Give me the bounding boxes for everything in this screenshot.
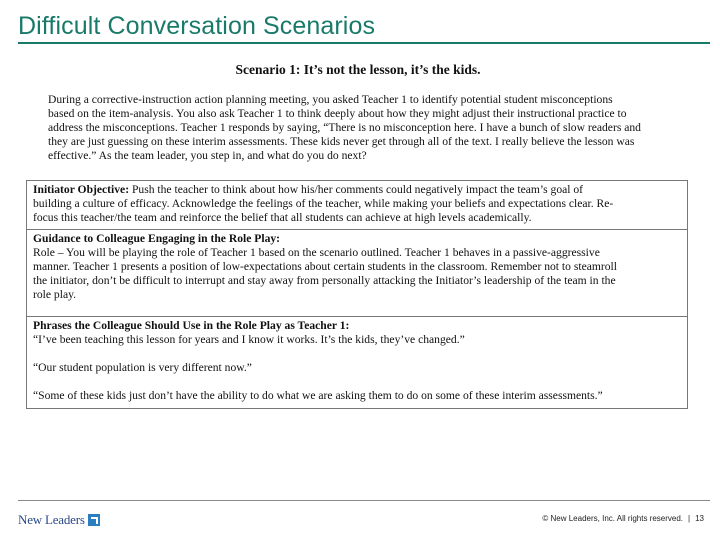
phrase-quote: “Our student population is very different now.” [33,361,252,375]
initiator-objective-label: Initiator Objective: [33,183,130,196]
phrases-section [27,317,687,408]
guidance-label: Guidance to Colleague Engaging in the Role Play: [33,232,281,245]
scenario-line: effective.” As the team leader, you step in, and what do you do next? [48,149,367,163]
scenario-description [48,93,688,163]
footer-divider [18,500,710,501]
logo-arrow-icon [88,514,100,526]
guidance-line: role play. [33,288,77,302]
guidance-line: the initiator, don’t be difficult to interrupt and stay away from personally attacking the Initiator’s leadership of the team in the [33,274,616,288]
guidance-section [27,230,687,317]
initiator-objective-text: Push the teacher to think about how his/her comments could negatively impact the team’s goal of [129,183,584,196]
initiator-objective-section [27,181,687,230]
footer-info [542,514,704,523]
scenario-line: address the misconceptions. Teacher 1 responds by saying, “There is no misconception here. I have a bunch of slow readers and [48,121,641,135]
page-number: 13 [695,514,704,523]
initiator-objective-line: focus this teacher/the team and reinforce the belief that all students can achieve at high levels academically. [33,211,532,225]
phrase-quote: “Some of these kids just don’t have the ability to do what we are asking them to do on some of these interim assessments.” [33,389,603,403]
guidance-line: manner. Teacher 1 presents a position of low-expectations about certain students in the classroom. Remember not to steamroll [33,260,617,274]
title-divider [18,42,710,44]
footer-separator: | [688,514,691,523]
phrase-quote: “I’ve been teaching this lesson for years and I know it works. It’s the kids, they’ve changed.” [33,333,465,347]
scenario-line: they are just guessing on these interim assessments. These kids never get through all of the text. I really believe the lesson was [48,135,635,149]
logo-text: New Leaders [18,512,85,527]
phrases-label: Phrases the Colleague Should Use in the Role Play as Teacher 1: [33,319,350,332]
scenario-line: During a corrective-instruction action planning meeting, you asked Teacher 1 to identify potential student misconceptions [48,93,613,106]
new-leaders-logo [18,512,100,528]
initiator-objective-line: building a culture of efficacy. Acknowledge the feelings of the teacher, while making your beliefs and expectations clear. Re- [33,197,614,211]
guidance-line: Role – You will be playing the role of Teacher 1 based on the scenario outlined. Teacher 1 behaves in a passive-aggressive [33,246,600,260]
scenario-line: based on the item-analysis. You also ask Teacher 1 to think deeply about how they might adjust their instructional practice to [48,107,627,121]
copyright-text: © New Leaders, Inc. All rights reserved. [542,514,684,523]
slide-title: Difficult Conversation Scenarios [18,12,376,40]
role-play-guide-table [26,180,688,409]
scenario-heading: Scenario 1: It’s not the lesson, it’s the kids. [235,62,481,77]
initiator-objective-first-line [33,183,681,197]
